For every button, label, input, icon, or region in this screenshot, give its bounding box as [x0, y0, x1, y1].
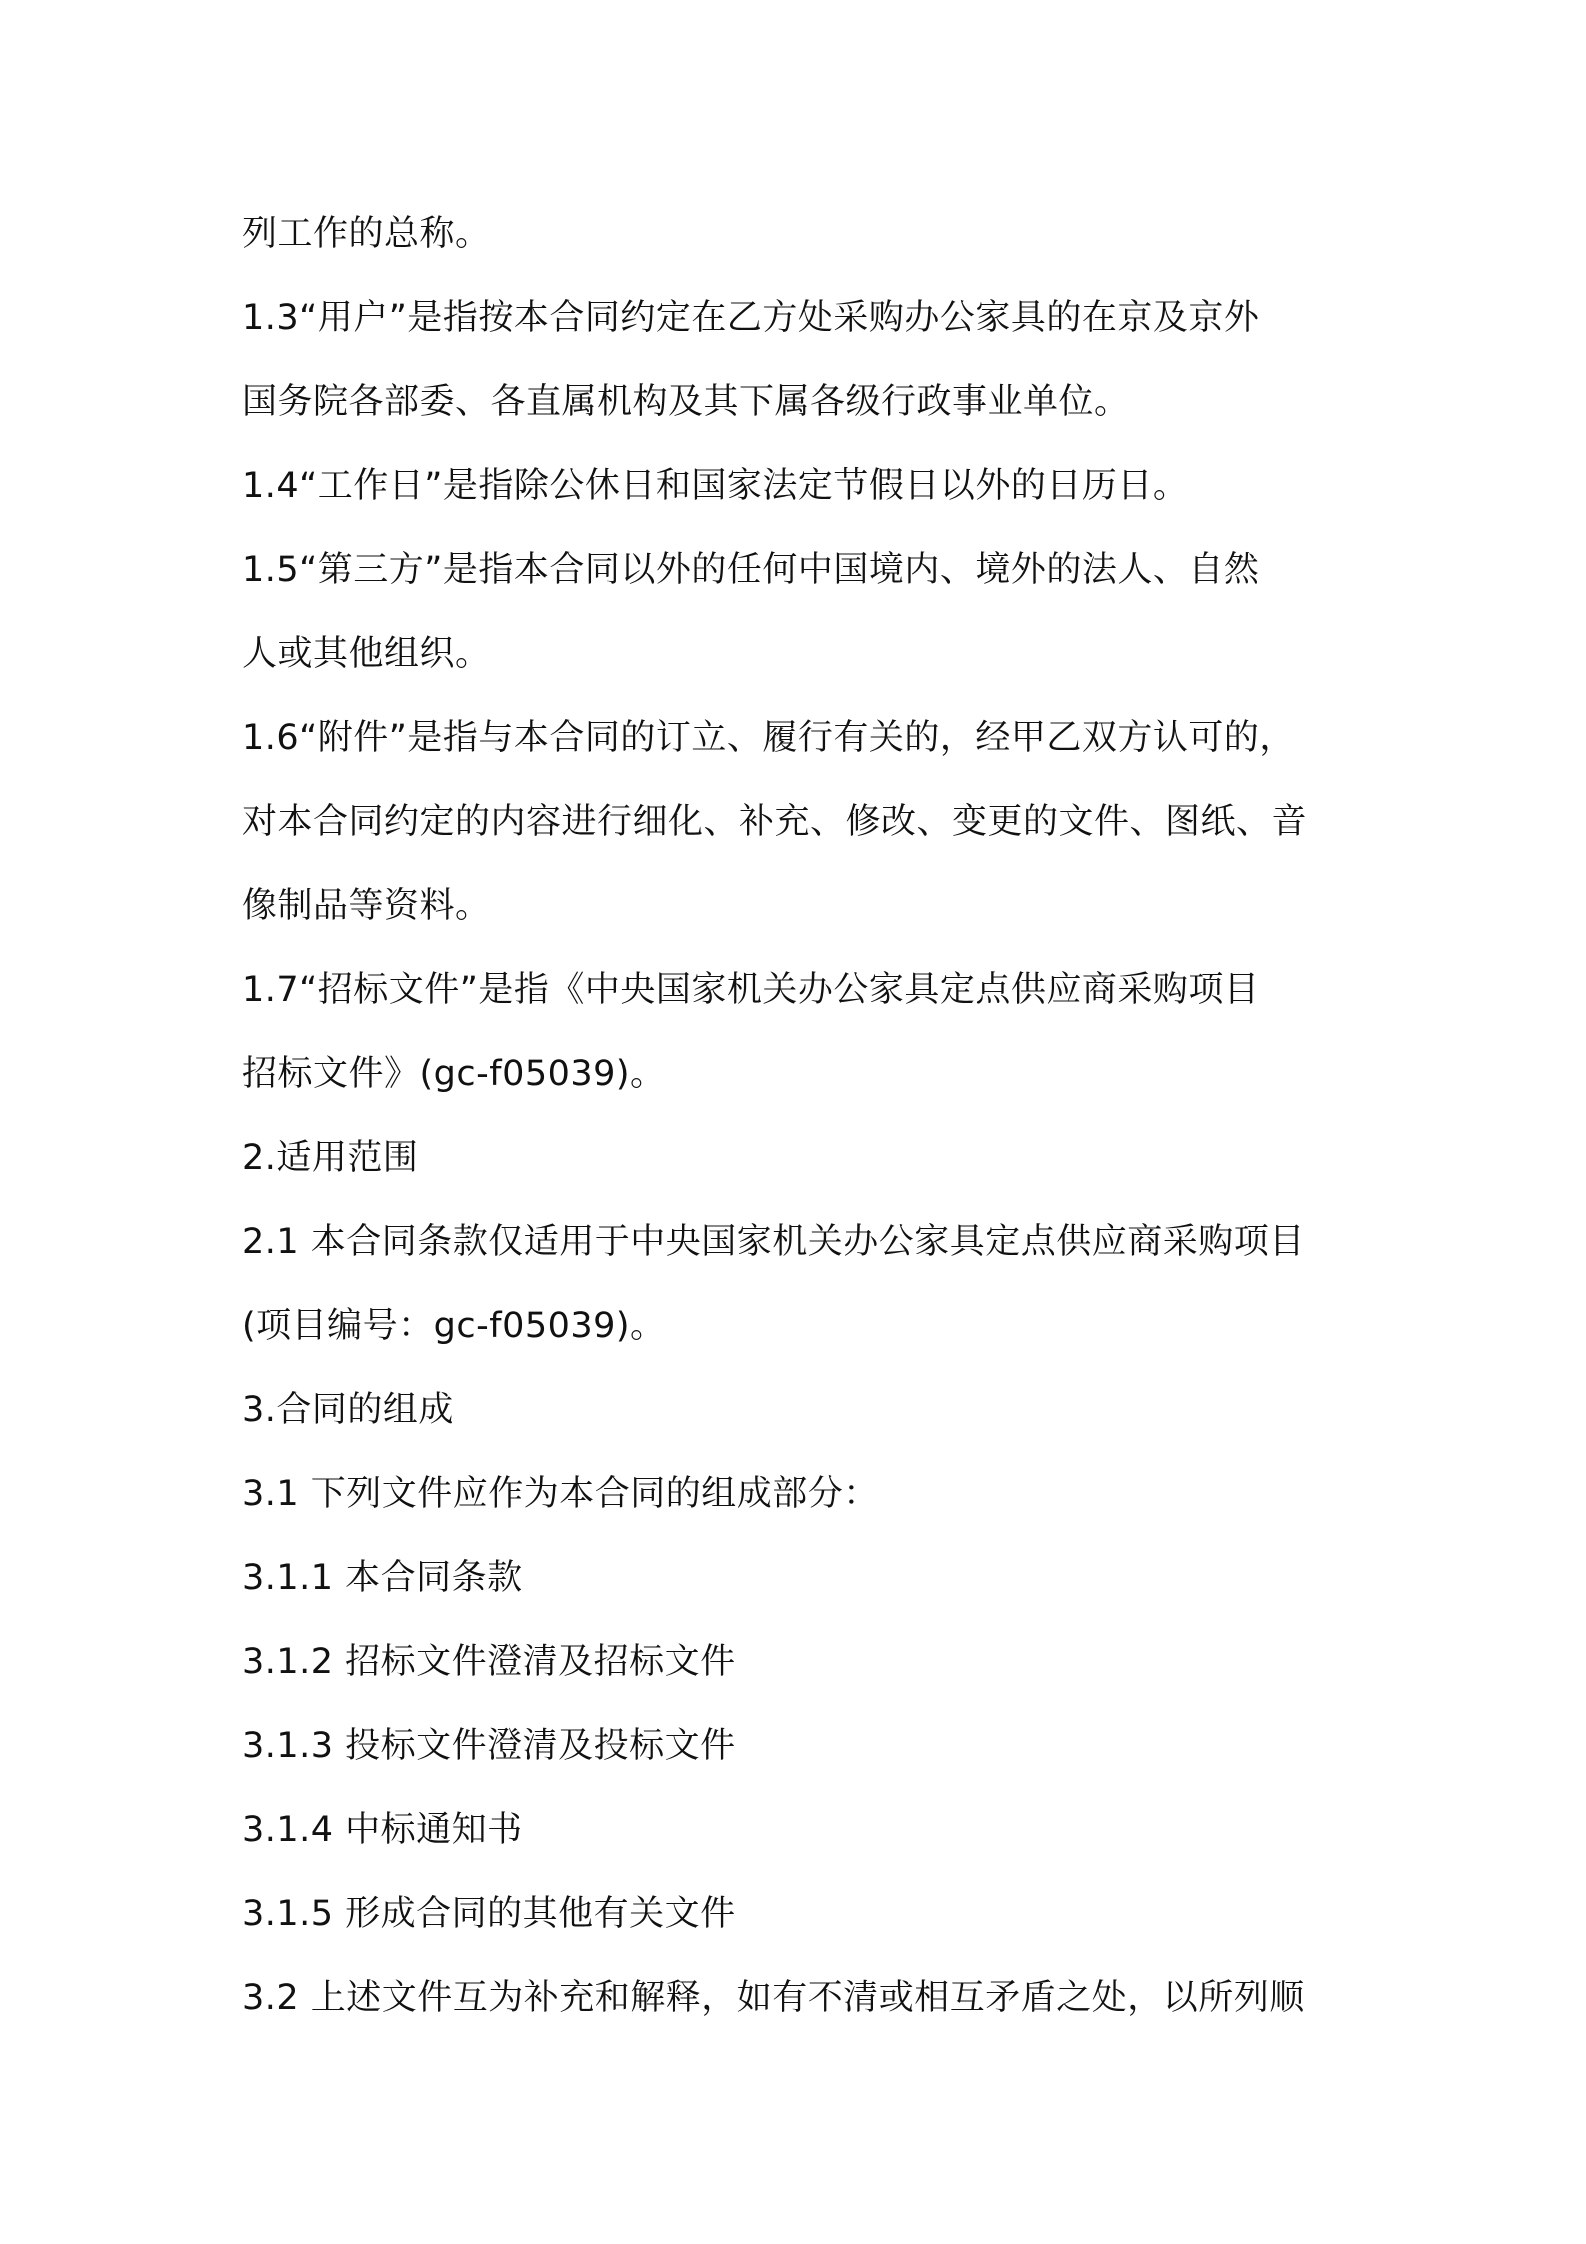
list-item: 3.1.1 本合同条款	[242, 1558, 523, 1598]
list-item: 3.1.4 中标通知书	[242, 1810, 523, 1850]
list-item: 3.1.2 招标文件澄清及招标文件	[242, 1642, 736, 1682]
text-line: (项目编号：gc-f05039)。	[242, 1306, 666, 1346]
text-line: 2.1 本合同条款仅适用于中央国家机关办公家具定点供应商采购项目	[242, 1222, 1305, 1262]
section-heading: 3.合同的组成	[242, 1390, 454, 1430]
text-line: 对本合同约定的内容进行细化、补充、修改、变更的文件、图纸、音	[242, 802, 1308, 842]
text-line: 列工作的总称。	[242, 214, 491, 254]
text-line: 1.4“工作日”是指除公休日和国家法定节假日以外的日历日。	[242, 466, 1189, 506]
text-line: 1.6“附件”是指与本合同的订立、履行有关的，经甲乙双方认可的，	[242, 718, 1295, 758]
list-item: 3.1.3 投标文件澄清及投标文件	[242, 1726, 736, 1766]
text-line: 国务院各部委、各直属机构及其下属各级行政事业单位。	[242, 382, 1130, 422]
text-line: 1.3“用户”是指按本合同约定在乙方处采购办公家具的在京及京外	[242, 298, 1260, 338]
text-line: 像制品等资料。	[242, 886, 491, 926]
list-item: 3.1.5 形成合同的其他有关文件	[242, 1894, 736, 1934]
text-line: 3.1 下列文件应作为本合同的组成部分：	[242, 1474, 879, 1514]
contract-body-text	[242, 192, 1362, 2040]
text-line: 1.7“招标文件”是指《中央国家机关办公家具定点供应商采购项目	[242, 970, 1260, 1010]
text-line: 1.5“第三方”是指本合同以外的任何中国境内、境外的法人、自然	[242, 550, 1260, 590]
text-line: 人或其他组织。	[242, 634, 491, 674]
section-heading: 2.适用范围	[242, 1138, 419, 1178]
text-line: 3.2 上述文件互为补充和解释，如有不清或相互矛盾之处，以所列顺	[242, 1978, 1305, 2018]
text-line: 招标文件》(gc-f05039)。	[242, 1054, 666, 1094]
